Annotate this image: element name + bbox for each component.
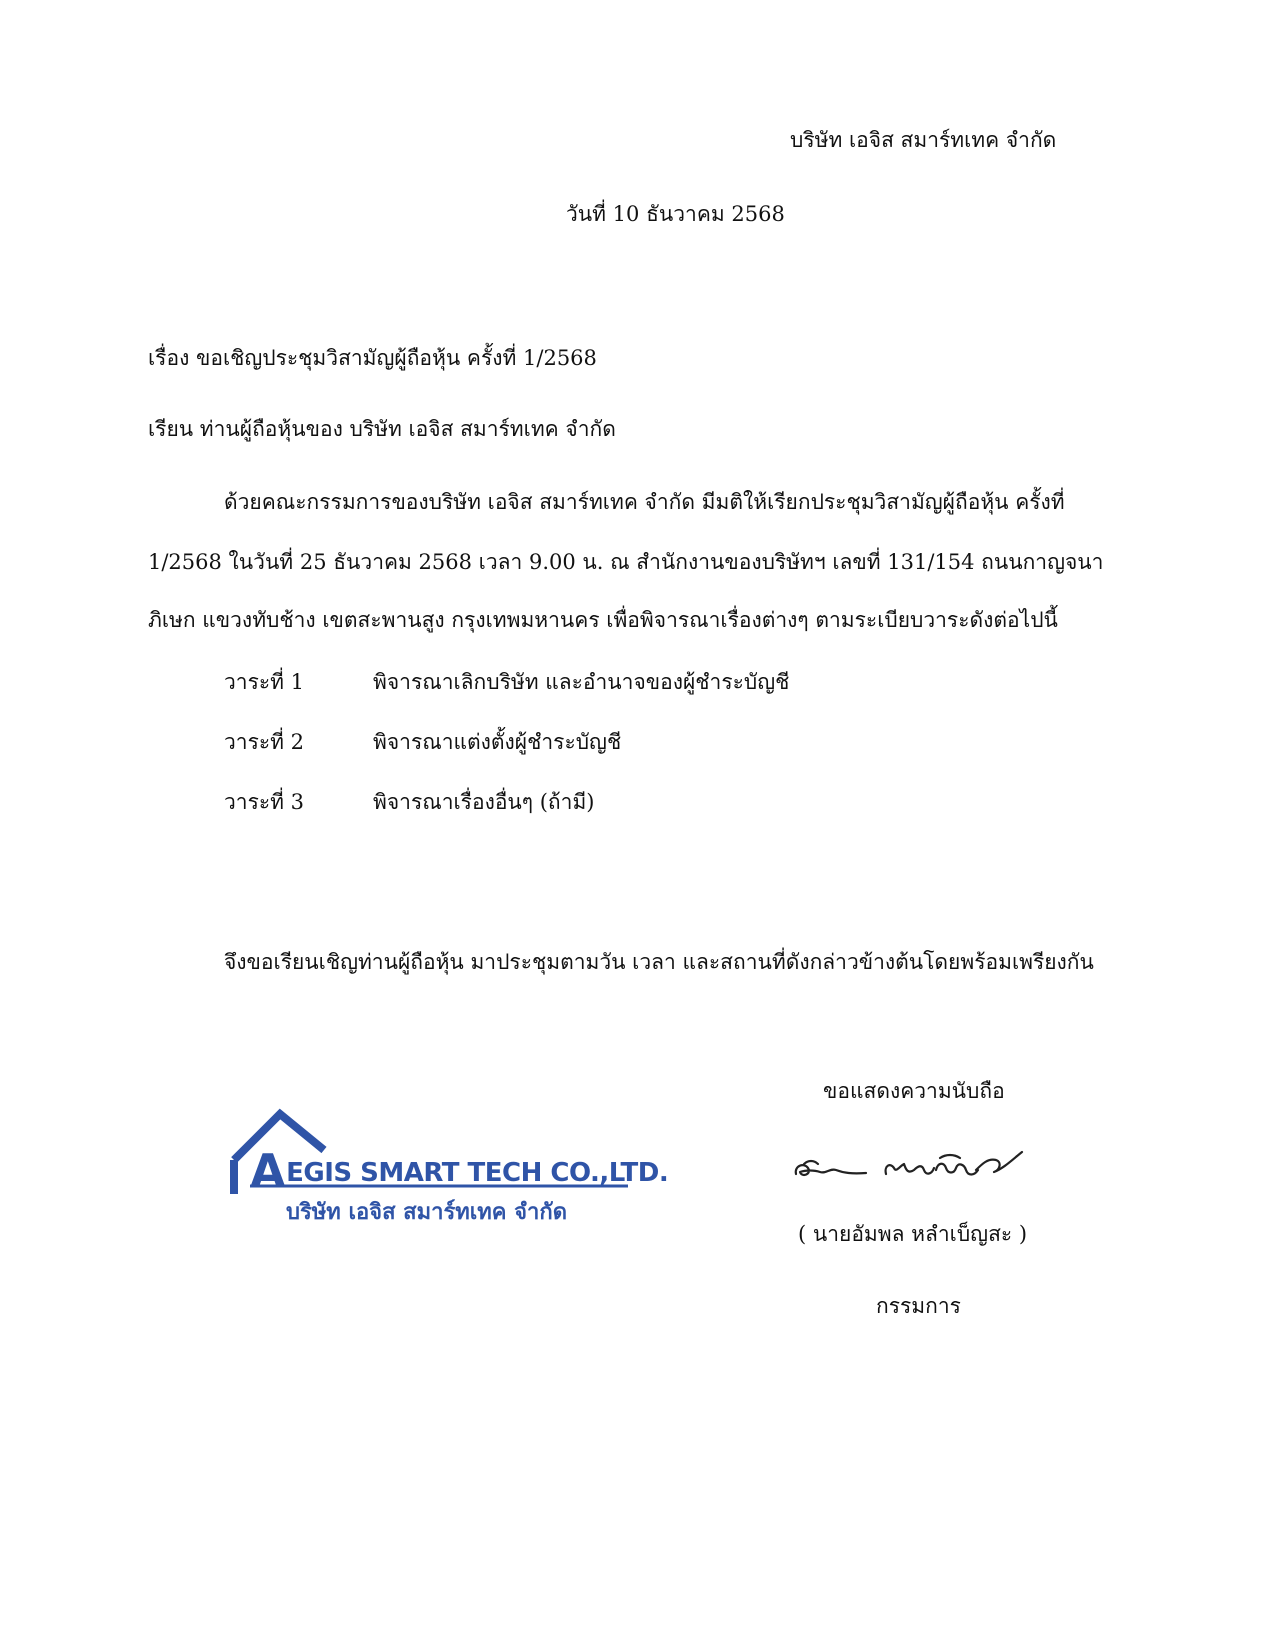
- regards-text: ขอแสดงความนับถือ: [823, 1079, 1005, 1103]
- agenda-item-text: พิจารณาเรื่องอื่นๆ (ถ้ามี): [373, 790, 595, 814]
- body-paragraph-line: ด้วยคณะกรรมการของบริษัท เอจิส สมาร์ทเทค จำกัด มีมติให้เรียกประชุมวิสามัญผู้ถือหุ้น ครั้งที่: [224, 490, 1065, 514]
- agenda-item-label: วาระที่ 2: [224, 730, 305, 754]
- agenda-item-label: วาระที่ 3: [224, 790, 305, 814]
- signer-title: กรรมการ: [876, 1294, 961, 1318]
- company-logo: [228, 1098, 668, 1228]
- signature-strokes: [796, 1152, 1022, 1175]
- body-paragraph-line: 1/2568 ในวันที่ 25 ธันวาคม 2568 เวลา 9.00 น. ณ สำนักงานของบริษัทฯ เลขที่ 131/154 ถนนกาญจนา: [148, 550, 1104, 574]
- company-header: บริษัท เอจิส สมาร์ทเทค จำกัด: [790, 128, 1057, 152]
- letter-date: วันที่ 10 ธันวาคม 2568: [566, 202, 785, 226]
- logo-english-name: AEGIS SMART TECH CO.,LTD.: [250, 1144, 669, 1198]
- logo-thai-name: บริษัท เอจิส สมาร์ทเทค จำกัด: [286, 1200, 568, 1225]
- closing-invitation: จึงขอเรียนเชิญท่านผู้ถือหุ้น มาประชุมตามวัน เวลา และสถานที่ดังกล่าวข้างต้นโดยพร้อมเพรียงกัน: [224, 950, 1094, 974]
- subject-line: เรื่อง ขอเชิญประชุมวิสามัญผู้ถือหุ้น ครั้งที่ 1/2568: [148, 346, 597, 370]
- body-paragraph-line: ภิเษก แขวงทับช้าง เขตสะพานสูง กรุงเทพมหานคร เพื่อพิจารณาเรื่องต่างๆ ตามระเบียบวาระดังต่อไปนี้: [148, 608, 1058, 632]
- signer-name: ( นายอัมพล หลำเบ็ญสะ ): [798, 1222, 1028, 1246]
- agenda-item-text: พิจารณาแต่งตั้งผู้ชำระบัญชี: [373, 730, 622, 754]
- agenda-item-label: วาระที่ 1: [224, 670, 305, 694]
- agenda-item-text: พิจารณาเลิกบริษัท และอำนาจของผู้ชำระบัญชี: [373, 670, 790, 694]
- signature-image: [790, 1140, 1040, 1190]
- salutation-line: เรียน ท่านผู้ถือหุ้นของ บริษัท เอจิส สมาร์ทเทค จำกัด: [148, 417, 616, 441]
